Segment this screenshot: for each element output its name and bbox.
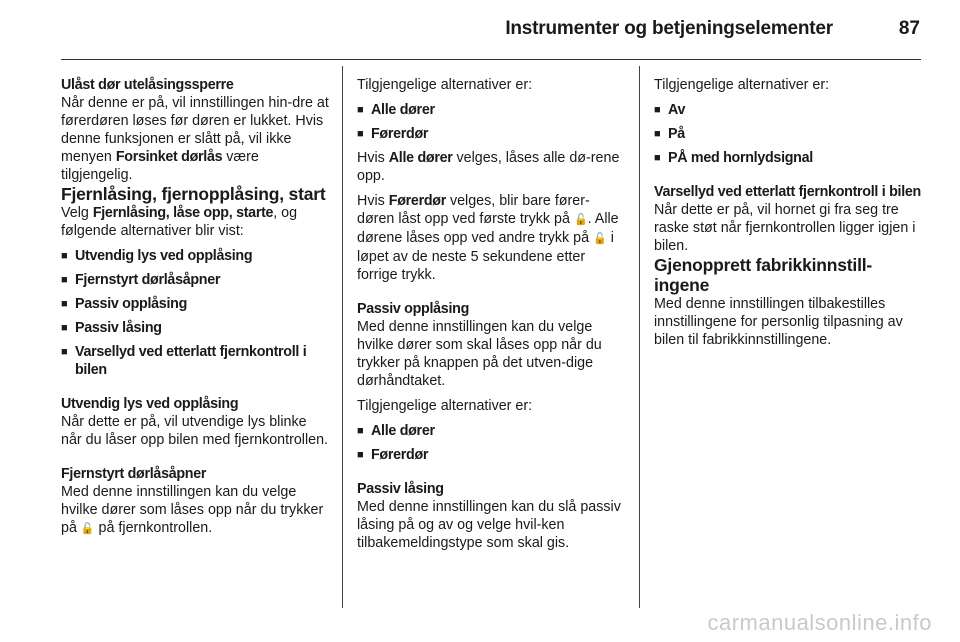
- list-item: ■ På: [654, 125, 922, 143]
- unlock-icon: 🔓: [80, 523, 95, 535]
- exterior-light-text: Når dette er på, vil utvendige lys blinke når du låser opp bilen med fjernkontrollen.: [61, 414, 329, 448]
- remote-warning-heading: Varsellyd ved etterlatt fjernkontroll i bilen: [654, 184, 921, 200]
- passive-unlock-options-list: [357, 422, 621, 464]
- list-item: ■ Førerdør: [357, 125, 621, 143]
- restore-defaults-text: Med denne innstillingen tilbakestilles innstillingene for personlig tilpasning av bilen til fabrikkinnstillingene.: [654, 296, 903, 348]
- list-item: ■ Varsellyd ved etterlatt fjernkontroll i bilen: [61, 343, 329, 379]
- available-options-label: Tilgjengelige alternativer er:: [357, 398, 533, 414]
- watermark: carmanualsonline.info: [707, 610, 932, 635]
- list-item: ■ Fjernstyrt dørlåsåpner: [61, 271, 329, 289]
- passive-lock-options-list: [654, 101, 922, 167]
- unlocked-door-heading: Ulåst dør utelåsingssperre: [61, 77, 234, 93]
- remote-section-intro: Velg Fjernlåsing, låse opp, starte, og følgende alternativer blir vist:: [61, 205, 298, 239]
- page-number: 87: [898, 18, 920, 39]
- exterior-light-heading: Utvendig lys ved opplåsing: [61, 396, 239, 412]
- column-2: [357, 76, 621, 552]
- available-options-label: Tilgjengelige alternativer er:: [357, 77, 533, 93]
- remote-door-heading: Fjernstyrt dørlåsåpner: [61, 466, 207, 482]
- list-item: ■ Av: [654, 101, 922, 119]
- remote-options-list: [61, 247, 329, 379]
- remote-door-text: Med denne innstillingen kan du velge hvilke dører som låses opp når du trykker på 🔓 på fjernkontrollen.: [61, 484, 324, 536]
- column-divider-2: [639, 66, 640, 608]
- passive-unlock-text: Med denne innstillingen kan du velge hvilke dører som skal låses opp når du trykker på knappen på det utven-dige dørhåndtaket.: [357, 319, 602, 389]
- column-3: [654, 76, 922, 349]
- driver-door-text: Hvis Førerdør velges, blir bare fører-døren låst opp ved første trykk på 🔓. Alle dørene låses opp ved andre trykk på 🔓 i løpet av de neste 5 sekundene etter forrige trykk.: [357, 193, 619, 283]
- list-item: ■ PÅ med hornlydsignal: [654, 149, 922, 167]
- list-item: ■ Førerdør: [357, 446, 621, 464]
- available-options-label: Tilgjengelige alternativer er:: [654, 77, 830, 93]
- all-doors-text: Hvis Alle dører velges, låses alle dø-rene opp.: [357, 150, 620, 184]
- list-item: ■ Passiv låsing: [61, 319, 329, 337]
- passive-unlock-heading: Passiv opplåsing: [357, 301, 469, 317]
- unlocked-door-text: Når denne er på, vil innstillingen hin-dre at førerdøren løses før døren er lukket. Hvis denne funksjonen er slått på, vil ikke menyen Forsinket dørlås være tilgjengelig.: [61, 95, 329, 183]
- passive-lock-heading: Passiv låsing: [357, 481, 444, 497]
- column-divider-1: [342, 66, 343, 608]
- column-1: [61, 76, 329, 538]
- list-item: ■ Alle dører: [357, 101, 621, 119]
- list-item: ■ Alle dører: [357, 422, 621, 440]
- list-item: ■ Passiv opplåsing: [61, 295, 329, 313]
- list-item: ■ Utvendig lys ved opplåsing: [61, 247, 329, 265]
- passive-lock-text: Med denne innstillingen kan du slå passiv låsing på og av og velge hvil-ken tilbakemeldingstype som skal gis.: [357, 499, 621, 551]
- unlock-icon: 🔓: [593, 233, 607, 245]
- door-options-list: [357, 101, 621, 143]
- remote-warning-text: Når dette er på, vil hornet gi fra seg tre raske støt når fjernkontrollen ligger igjen i bilen.: [654, 202, 916, 254]
- restore-defaults-heading: Gjenopprett fabrikkinnstill-ingene: [654, 255, 873, 295]
- header-title: Instrumenter og betjeningselementer: [505, 18, 833, 39]
- remote-section-heading: Fjernlåsing, fjernopplåsing, start: [61, 184, 326, 204]
- header-rule: [61, 59, 921, 60]
- unlock-icon: 🔓: [573, 214, 588, 226]
